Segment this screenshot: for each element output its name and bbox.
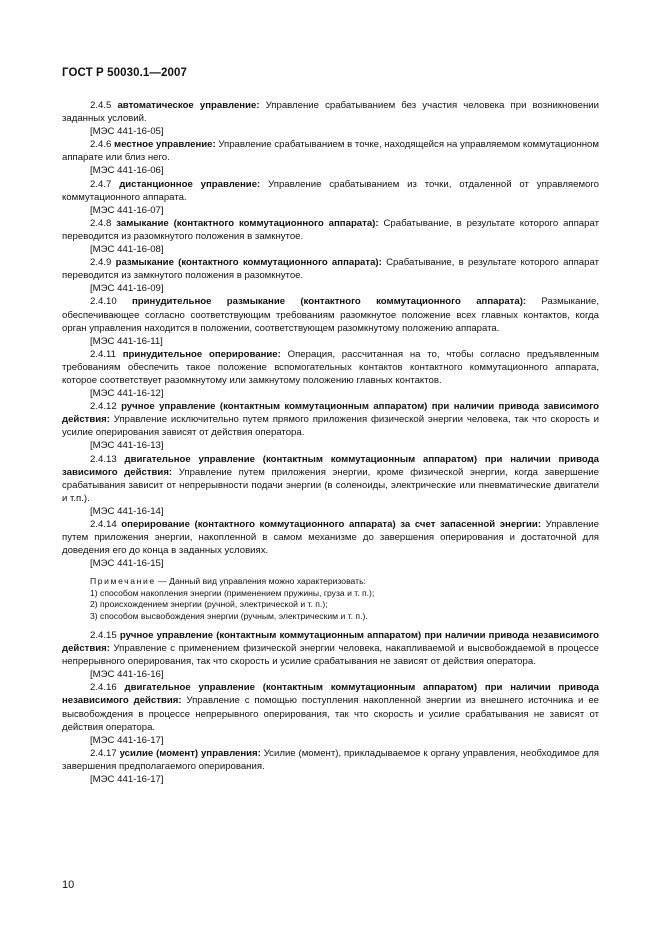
entry-2-4-6 [62,138,599,177]
entry-definition: Управление исключительно путем прямого приложения физической энергии человека, так что скорость и усилие оперирования зависят от действия оператора. [62,414,599,439]
entry-reference: [МЭС 441-16-06] [90,165,164,177]
entry-number: 2.4.16 [90,682,117,694]
entry-2-4-11 [62,348,599,400]
entry-term: автоматическое управление: [117,100,260,111]
entry-definition: Управление срабатыванием без участия человека при возникновении заданных условий. [62,100,599,125]
entry-number: 2.4.6 [90,139,112,151]
entry-2-4-7 [62,178,599,217]
entry-2-4-5 [62,99,599,138]
entry-2-4-12 [62,400,599,452]
entry-reference: [МЭС 441-16-08] [90,244,164,256]
entry-term: двигательное управление (контактным коммутационным аппаратом) при наличии привода зависимого действия: [62,453,599,478]
entry-definition: Срабатывание, в результате которого аппарат переводится из разомкнутого положения в замкнутое. [62,217,599,242]
entry-reference: [МЭС 441-16-05] [90,126,164,138]
page-number: 10 [62,879,75,891]
entry-2-4-13 [62,453,599,518]
entry-term: принудительное размыкание (контактного коммутационного аппарата): [132,296,527,308]
entry-term: усилие (момент) управления: [119,747,261,759]
entry-definition: Управление срабатыванием из точки, отдаленной от управляемого коммутационного аппарата. [62,178,599,203]
entry-definition: Управление с применением физической энергии человека, накапливаемой и высвобождаемой в процессе непрерывного оперирования, так что скорость и усилие срабатывания не зависят от действия оператора. [62,643,599,668]
entry-2-4-16 [62,681,599,746]
entry-number: 2.4.9 [90,257,112,269]
entry-term: местное управление: [114,139,216,151]
entry-definition: Операция, рассчитанная на то, чтобы согласно предъявленным требованиям обеспечить такое положение вспомогательных контактов контактного коммутационного аппарата, которое соответствует разомкнутому или замкнутому положению главных контактов. [62,348,599,386]
entry-definition: Размыкание, обеспечивающее согласно соответствующим требованиям разомкнутое положение всех главных контактов, когда орган управления находится в положении, соответствующем разомкнутому положению аппарата. [62,296,600,334]
entry-reference: [МЭС 441-16-07] [90,204,164,216]
entry-reference: [МЭС 441-16-13] [90,440,164,452]
entry-number: 2.4.17 [90,747,117,759]
entry-number: 2.4.11 [90,348,116,360]
entry-reference: [МЭС 441-16-14] [90,505,164,517]
note-block [62,576,599,622]
note-title: Примечание [90,576,156,587]
entry-reference: [МЭС 441-16-15] [90,558,164,570]
entry-number: 2.4.13 [90,453,117,465]
entry-number: 2.4.10 [90,296,117,308]
entry-number: 2.4.12 [90,401,117,413]
entry-definition: Управление путем приложения энергии, кроме физической энергии, когда завершение срабатывания зависит от непрерывности подачи энергии (в соленоиды, электрические или пневматические двигатели и т.п.). [62,466,599,504]
entry-2-4-10 [62,295,599,347]
document-body [62,99,599,786]
entry-reference: [МЭС 441-16-17] [90,774,164,786]
entry-term: принудительное оперирование: [122,348,281,360]
entry-term: ручное управление (контактным коммутационным аппаратом) при наличии привода независимого действия: [62,630,599,655]
entry-term: ручное управление (контактным коммутационным аппаратом) при наличии привода зависимого действия: [62,401,599,426]
note-item: 2) происхождением энергии (ручной, электрической и т. п.); [90,599,328,610]
entry-number: 2.4.7 [90,178,112,190]
entry-term: двигательное управление (контактным коммутационным аппаратом) при наличии привода независимого действия: [62,682,599,707]
entry-definition: Усилие (момент), прикладываемое к органу управления, необходимое для завершения предполагаемого оперирования. [62,747,599,772]
note-intro: — Данный вид управления можно характеризовать: [155,576,366,587]
entry-definition: Управление срабатыванием в точке, находящейся на управляемом коммутационном аппарате или близ него. [62,139,599,164]
entry-reference: [МЭС 441-16-09] [90,283,164,295]
entry-2-4-17 [62,747,599,786]
entry-reference: [МЭС 441-16-12] [90,388,164,400]
entry-2-4-14 [62,518,599,570]
entry-reference: [МЭС 441-16-16] [90,669,164,681]
entry-number: 2.4.5 [90,100,112,111]
entry-2-4-15 [62,629,599,681]
entry-2-4-9 [62,256,599,295]
entry-definition: Управление путем приложения энергии, накопленной в самом механизме до завершения оперирования и достаточной для доведения его до конца в заданных условиях. [62,519,599,557]
entry-reference: [МЭС 441-16-11] [90,335,163,347]
entry-reference: [МЭС 441-16-17] [90,734,164,746]
entry-number: 2.4.8 [90,217,112,229]
note-item: 1) способом накопления энергии (применением пружины, груза и т. п.); [90,587,375,598]
page-header-standard-id: ГОСТ Р 50030.1—2007 [62,67,187,79]
note-item: 3) способом высвобождения энергии (ручным, электрическим и т. п.). [90,610,368,621]
entry-definition: Срабатывание, в результате которого аппарат переводится из замкнутого положения в разомкнутое. [62,257,599,282]
entry-term: дистанционное управление: [119,178,261,190]
entry-2-4-8 [62,217,599,256]
entry-term: оперирование (контактного коммутационного аппарата) за счет запасенной энергии: [121,519,542,530]
entry-definition: Управление с помощью поступления накопленной энергии из внешнего источника и ее высвобождения в процессе непрерывного оперирования, так что скорость и усилие срабатывания не зависят от действия оператора. [62,695,599,733]
entry-number: 2.4.14 [90,519,117,530]
entry-number: 2.4.15 [90,630,117,641]
entry-term: размыкание (контактного коммутационного аппарата): [115,257,382,269]
entry-term: замыкание (контактного коммутационного аппарата): [116,217,379,229]
